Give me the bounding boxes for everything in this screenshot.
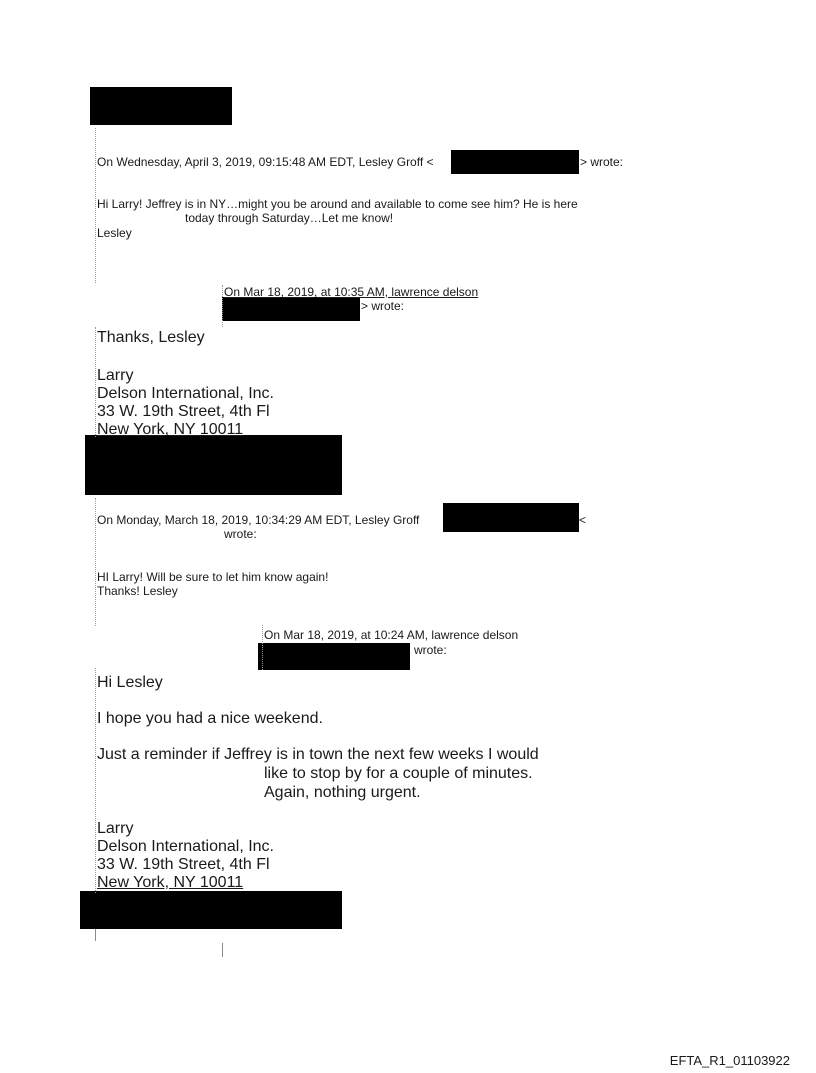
- quote-bar-outer-3: [95, 498, 96, 626]
- reply-header-1-suffix: > wrote:: [580, 155, 624, 169]
- signature-2-street: 33 W. 19th Street, 4th Fl: [97, 856, 270, 873]
- reply-header-4-line-2: wrote:: [414, 643, 447, 657]
- message-1-line-2: today through Saturday…Let me know!: [185, 211, 394, 225]
- signature-1-street: 33 W. 19th Street, 4th Fl: [97, 403, 270, 420]
- quote-bar-outer-2: [95, 327, 96, 437]
- quote-bar-inner-1: [222, 285, 223, 327]
- message-1-signoff: Lesley: [97, 226, 132, 240]
- redaction-block-email-2: [222, 297, 360, 321]
- message-3-line-2: Thanks! Lesley: [97, 584, 178, 598]
- quote-bar-end-inner: [222, 943, 223, 957]
- reply-header-1-prefix: On Wednesday, April 3, 2019, 09:15:48 AM EDT, Lesley Groff <: [97, 155, 434, 169]
- message-4-greeting: Hi Lesley: [97, 674, 163, 691]
- signature-1-company: Delson International, Inc.: [97, 385, 274, 402]
- message-2-body: Thanks, Lesley: [97, 329, 205, 346]
- redaction-block-email-3: [443, 503, 579, 532]
- signature-2-company: Delson International, Inc.: [97, 838, 274, 855]
- quote-bar-outer-4: [95, 668, 96, 893]
- redaction-block-top: [90, 87, 232, 125]
- message-1-line-1: Hi Larry! Jeffrey is in NY…might you be around and available to come see him? He is here: [97, 197, 578, 211]
- redaction-block-email-4: [258, 643, 410, 670]
- quote-bar-end-outer: [95, 929, 96, 941]
- reply-header-2-suffix: > wrote:: [361, 299, 405, 313]
- signature-2-city: New York, NY 10011: [97, 874, 244, 891]
- signature-1-name: Larry: [97, 367, 134, 384]
- quote-bar-outer-1: [95, 128, 96, 283]
- signature-2-name: Larry: [97, 820, 134, 837]
- message-4-line-3: like to stop by for a couple of minutes.: [264, 765, 533, 782]
- message-4-line-2: Just a reminder if Jeffrey is in town the next few weeks I would: [97, 746, 539, 763]
- reply-header-3-line-1: On Monday, March 18, 2019, 10:34:29 AM EDT, Lesley Groff: [97, 513, 420, 527]
- reply-header-3-line-2: wrote:: [224, 527, 257, 541]
- redaction-block-signature-2: [80, 891, 342, 929]
- message-4-line-4: Again, nothing urgent.: [264, 784, 421, 801]
- message-3-line-1: HI Larry! Will be sure to let him know again!: [97, 570, 329, 584]
- reply-header-3-bracket: <: [579, 513, 587, 527]
- reply-header-2-line-1: On Mar 18, 2019, at 10:35 AM, lawrence delson: [224, 285, 479, 299]
- redaction-block-signature-1: [85, 435, 342, 495]
- quote-bar-inner-2: [262, 625, 263, 670]
- reply-header-1: [97, 155, 434, 169]
- signature-1-city: New York, NY 10011: [97, 421, 244, 438]
- message-4-line-1: I hope you had a nice weekend.: [97, 710, 323, 727]
- reply-header-4-line-1: On Mar 18, 2019, at 10:24 AM, lawrence delson: [264, 628, 519, 642]
- document-id: EFTA_R1_01103922: [669, 1053, 790, 1068]
- redaction-block-email-1: [451, 150, 579, 174]
